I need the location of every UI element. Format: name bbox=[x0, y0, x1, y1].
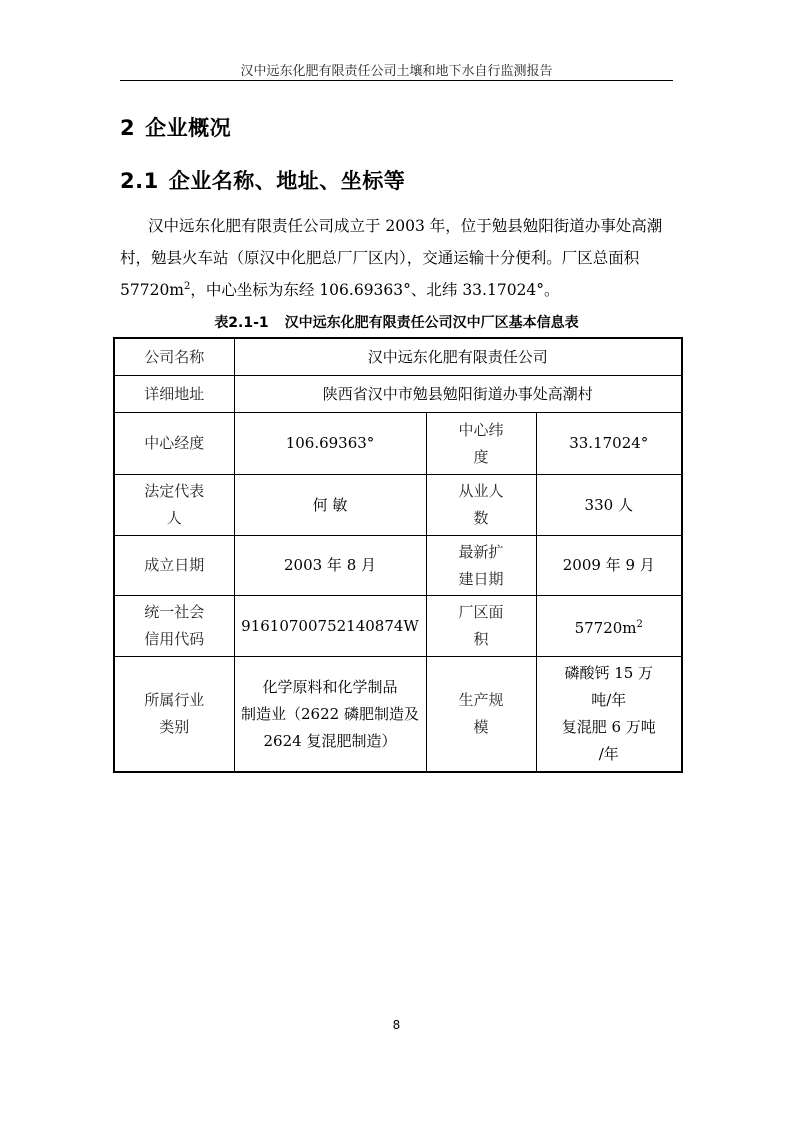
employees-label-line-1: 从业人 bbox=[458, 482, 504, 500]
table-row bbox=[114, 338, 682, 376]
paragraph-area-superscript: 2 bbox=[184, 280, 191, 292]
legal-rep-label-line-2: 人 bbox=[166, 509, 182, 527]
table-caption-title: 汉中远东化肥有限责任公司汉中厂区基本信息表 bbox=[284, 315, 579, 331]
company-name-label: 公司名称 bbox=[114, 338, 234, 376]
expansion-label-line-2: 建日期 bbox=[458, 569, 504, 588]
credit-code-value: 91610700752140874W bbox=[234, 596, 426, 657]
latitude-value: 33.17024° bbox=[536, 413, 682, 475]
latitude-label-line-1: 中心纬 bbox=[458, 420, 504, 439]
legal-rep-label bbox=[114, 475, 234, 536]
paragraph-line-3 bbox=[120, 278, 673, 300]
industry-value bbox=[234, 657, 426, 773]
running-header: 汉中远东化肥有限责任公司土壤和地下水自行监测报告 bbox=[240, 64, 553, 79]
table-row bbox=[114, 413, 682, 475]
table-row bbox=[114, 376, 682, 413]
address-label: 详细地址 bbox=[114, 376, 234, 413]
section-title: 企业概况 bbox=[145, 116, 232, 140]
company-name-value: 汉中远东化肥有限责任公司 bbox=[234, 338, 682, 376]
industry-value-line-3: 2624 复混肥制造） bbox=[263, 731, 397, 750]
employees-label-line-2: 数 bbox=[473, 509, 489, 527]
capacity-value-line-1: 磷酸钙 15 万 bbox=[564, 664, 654, 682]
section-number: 2 bbox=[120, 116, 136, 140]
latitude-label-line-2: 度 bbox=[473, 447, 489, 466]
subsection-title: 企业名称、地址、坐标等 bbox=[168, 169, 406, 193]
paragraph-area-value: 57720m bbox=[120, 281, 185, 299]
paragraph-line-2: 村，勉县火车站（原汉中化肥总厂厂区内），交通运输十分便利。厂区总面积 bbox=[120, 249, 640, 267]
industry-value-line-2: 制造业（2622 磷肥制造及 bbox=[241, 704, 419, 723]
area-label-line-2: 积 bbox=[473, 630, 489, 648]
employees-label bbox=[426, 475, 536, 536]
table-caption bbox=[120, 312, 673, 332]
table-row bbox=[114, 657, 682, 773]
legal-rep-value: 何 敏 bbox=[234, 475, 426, 536]
table-row bbox=[114, 596, 682, 657]
section-heading bbox=[120, 112, 231, 142]
page-number: 8 bbox=[392, 1018, 401, 1032]
longitude-label: 中心经度 bbox=[114, 413, 234, 475]
employees-value: 330 人 bbox=[536, 475, 682, 536]
table-row bbox=[114, 536, 682, 596]
company-info-table bbox=[113, 337, 683, 773]
credit-label-line-1: 统一社会 bbox=[144, 603, 205, 621]
latitude-label bbox=[426, 413, 536, 475]
industry-label-line-2: 类别 bbox=[159, 718, 190, 736]
legal-rep-label-line-1: 法定代表 bbox=[144, 482, 205, 500]
area-value bbox=[536, 596, 682, 657]
capacity-label bbox=[426, 657, 536, 773]
expansion-date-value: 2009 年 9 月 bbox=[536, 536, 682, 596]
founded-value: 2003 年 8 月 bbox=[234, 536, 426, 596]
credit-label-line-2: 信用代码 bbox=[144, 630, 205, 648]
subsection-heading bbox=[120, 165, 405, 195]
area-label-line-1: 厂区面 bbox=[458, 603, 504, 621]
table-row bbox=[114, 475, 682, 536]
capacity-value-line-2: 吨/年 bbox=[591, 691, 627, 709]
paragraph-coordinates: ，中心坐标为东经 106.69363°、北纬 33.17024°。 bbox=[190, 281, 560, 299]
credit-code-label bbox=[114, 596, 234, 657]
area-label bbox=[426, 596, 536, 657]
founded-label: 成立日期 bbox=[114, 536, 234, 596]
subsection-number: 2.1 bbox=[120, 169, 159, 193]
header-rule bbox=[120, 80, 673, 81]
area-value-number: 57720m bbox=[574, 618, 637, 637]
capacity-label-line-2: 模 bbox=[473, 718, 489, 736]
address-value: 陕西省汉中市勉县勉阳街道办事处高潮村 bbox=[234, 376, 682, 413]
expansion-date-label bbox=[426, 536, 536, 596]
table-caption-number: 表2.1-1 bbox=[214, 315, 269, 331]
industry-value-line-1: 化学原料和化学制品 bbox=[262, 677, 398, 696]
capacity-value-line-3: 复混肥 6 万吨 bbox=[561, 718, 656, 736]
capacity-value bbox=[536, 657, 682, 773]
expansion-label-line-1: 最新扩 bbox=[458, 542, 504, 561]
capacity-value-line-4: /年 bbox=[598, 745, 619, 763]
industry-label-line-1: 所属行业 bbox=[144, 691, 205, 709]
paragraph-line-1: 汉中远东化肥有限责任公司成立于 2003 年，位于勉县勉阳街道办事处高潮 bbox=[148, 217, 663, 235]
capacity-label-line-1: 生产规 bbox=[458, 691, 504, 709]
industry-label bbox=[114, 657, 234, 773]
area-value-superscript: 2 bbox=[636, 618, 643, 630]
longitude-value: 106.69363° bbox=[234, 413, 426, 475]
